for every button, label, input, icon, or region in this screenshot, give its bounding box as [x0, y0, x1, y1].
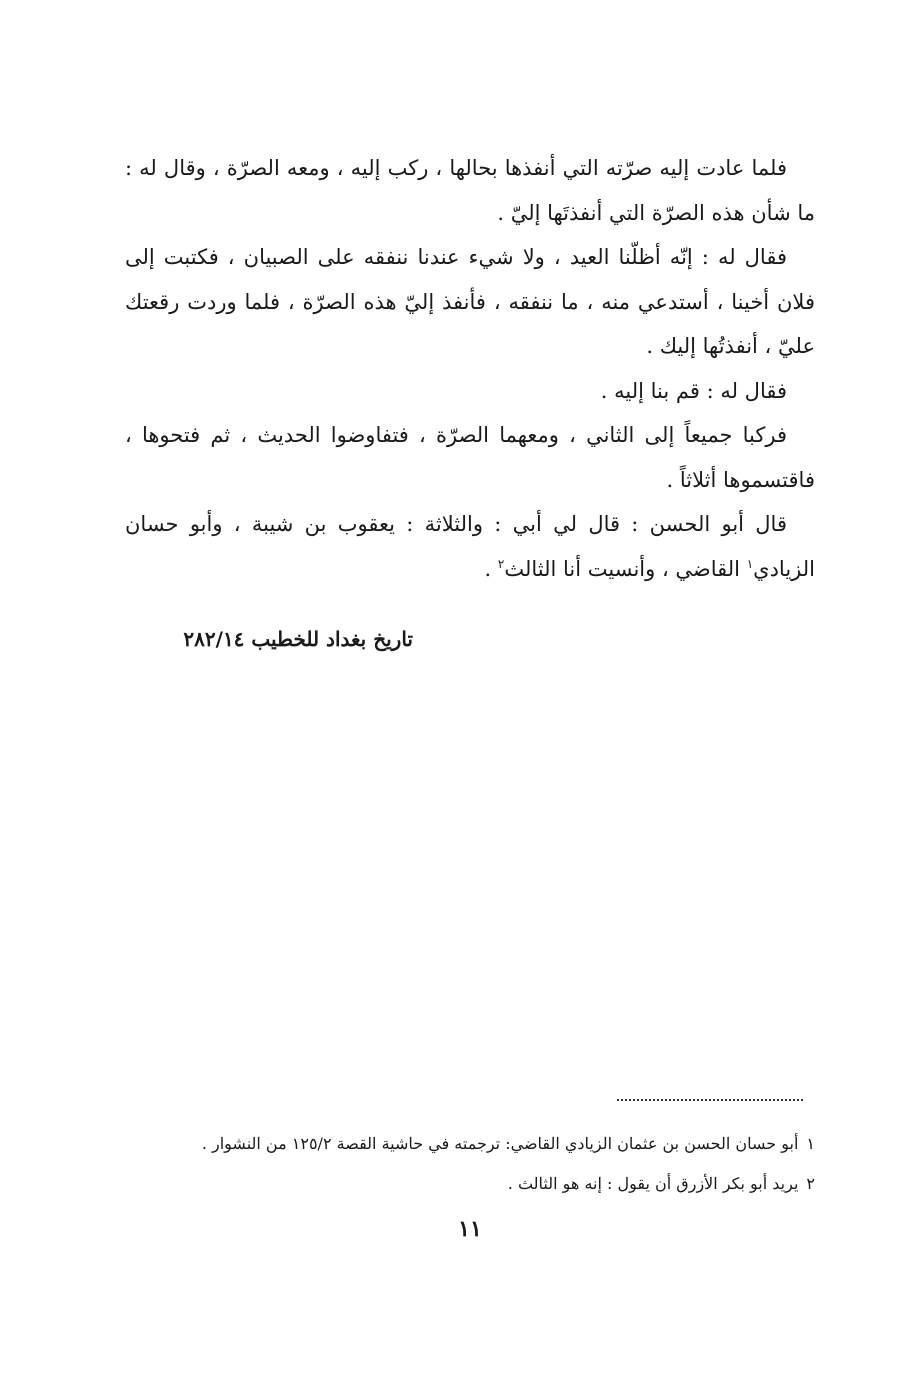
paragraph: فقال له : قم بنا إليه . — [600, 378, 787, 403]
footnotes — [115, 1124, 815, 1204]
footnote-text: يريد أبو بكر الأزرق أن يقول : إنه هو الثالث . — [507, 1174, 799, 1193]
paragraph-last — [125, 502, 815, 591]
footnote-divider — [617, 1099, 803, 1101]
footnote-text: أبو حسان الحسن بن عثمان الزيادي القاضي: ترجمته في حاشية القصة ١٢٥/٢ من النشوار . — [201, 1134, 799, 1153]
source-citation: تاريخ بغداد للخطيب ٢٨٢/١٤ — [183, 627, 413, 651]
main-text — [125, 146, 815, 591]
footnote-number: ١ — [806, 1134, 815, 1153]
paragraph-text: . — [484, 556, 498, 581]
footnote — [115, 1164, 815, 1204]
footnote-ref: ١ — [746, 556, 754, 571]
footnote-number: ٢ — [806, 1174, 815, 1193]
paragraph: فركبا جميعاً إلى الثاني ، ومعهما الصرّة ، فتفاوضوا الحديث ، ثم فتحوها ، فاقتسموها أثلاثاً . — [125, 423, 815, 492]
paragraph-text: القاضي ، وأنسيت أنا الثالث — [504, 556, 747, 581]
paragraph-text: قال أبو الحسن : قال لي أبي : والثلاثة : يعقوب بن شيبة ، وأبو حسان الزيادي — [125, 512, 815, 581]
footnote — [115, 1124, 815, 1164]
paragraph: فقال له : إنّه أظلّنا العيد ، ولا شيء عندنا ننفقه على الصبيان ، فكتبت إلى فلان أخينا ، أستدعي منه ، ما ننفقه ، فأنفذ إليّ هذه الصرّة ، فلما وردت رقعتك عليّ ، أنفذتُها إليك . — [125, 245, 815, 358]
paragraph: فلما عادت إليه صرّته التي أنفذها بحالها ، ركب إليه ، ومعه الصرّة ، وقال له : ما شأن هذه الصرّة التي أنفذتَها إليّ . — [125, 156, 815, 225]
footnote-ref: ٢ — [497, 556, 505, 571]
page-number: ١١ — [458, 1216, 482, 1242]
